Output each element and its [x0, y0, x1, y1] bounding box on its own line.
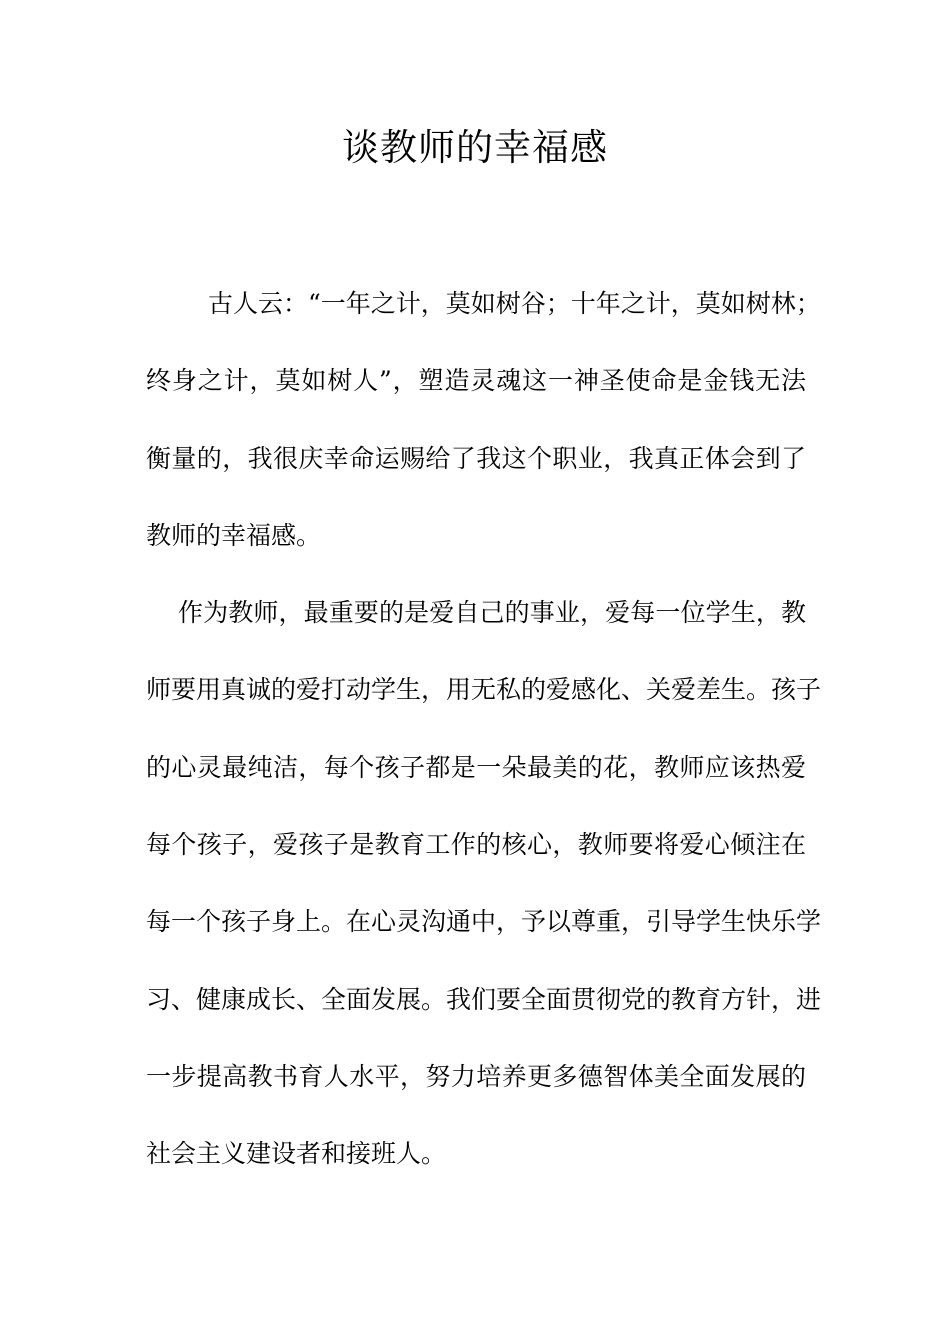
paragraph-line: 古人云：“一年之计，莫如树谷；十年之计，莫如树林；	[208, 289, 821, 318]
paragraph-line: 习、健康成长、全面发展。我们要全面贯彻党的教育方针，进	[146, 984, 822, 1014]
paragraph-line: 教师的幸福感。	[146, 520, 322, 550]
paragraph-line: 社会主义建设者和接班人。	[146, 1139, 447, 1169]
paragraph-1	[146, 280, 821, 589]
paragraph-line: 作为教师，最重要的是爱自己的事业，爱每一位学生，教	[178, 598, 806, 628]
paragraph-line: 师要用真诚的爱打动学生，用无私的爱感化、关爱差生。孩子	[146, 675, 822, 705]
document-body	[146, 280, 822, 1208]
paragraph-line: 一步提高教书育人水平，努力培养更多德智体美全面发展的	[146, 1061, 806, 1091]
paragraph-line: 每个孩子，爱孩子是教育工作的核心，教师要将爱心倾注在	[146, 830, 806, 860]
paragraph-line: 的心灵最纯洁，每个孩子都是一朵最美的花，教师应该热爱	[146, 752, 806, 782]
document-title: 谈教师的幸福感	[342, 126, 608, 169]
paragraph-2	[146, 589, 822, 1207]
paragraph-line: 衡量的，我很庆幸命运赐给了我这个职业，我真正体会到了	[146, 443, 806, 473]
paragraph-line: 终身之计，莫如树人”，塑造灵魂这一神圣使命是金钱无法	[146, 366, 806, 396]
paragraph-line: 每一个孩子身上。在心灵沟通中，予以尊重，引导学生快乐学	[146, 907, 822, 937]
